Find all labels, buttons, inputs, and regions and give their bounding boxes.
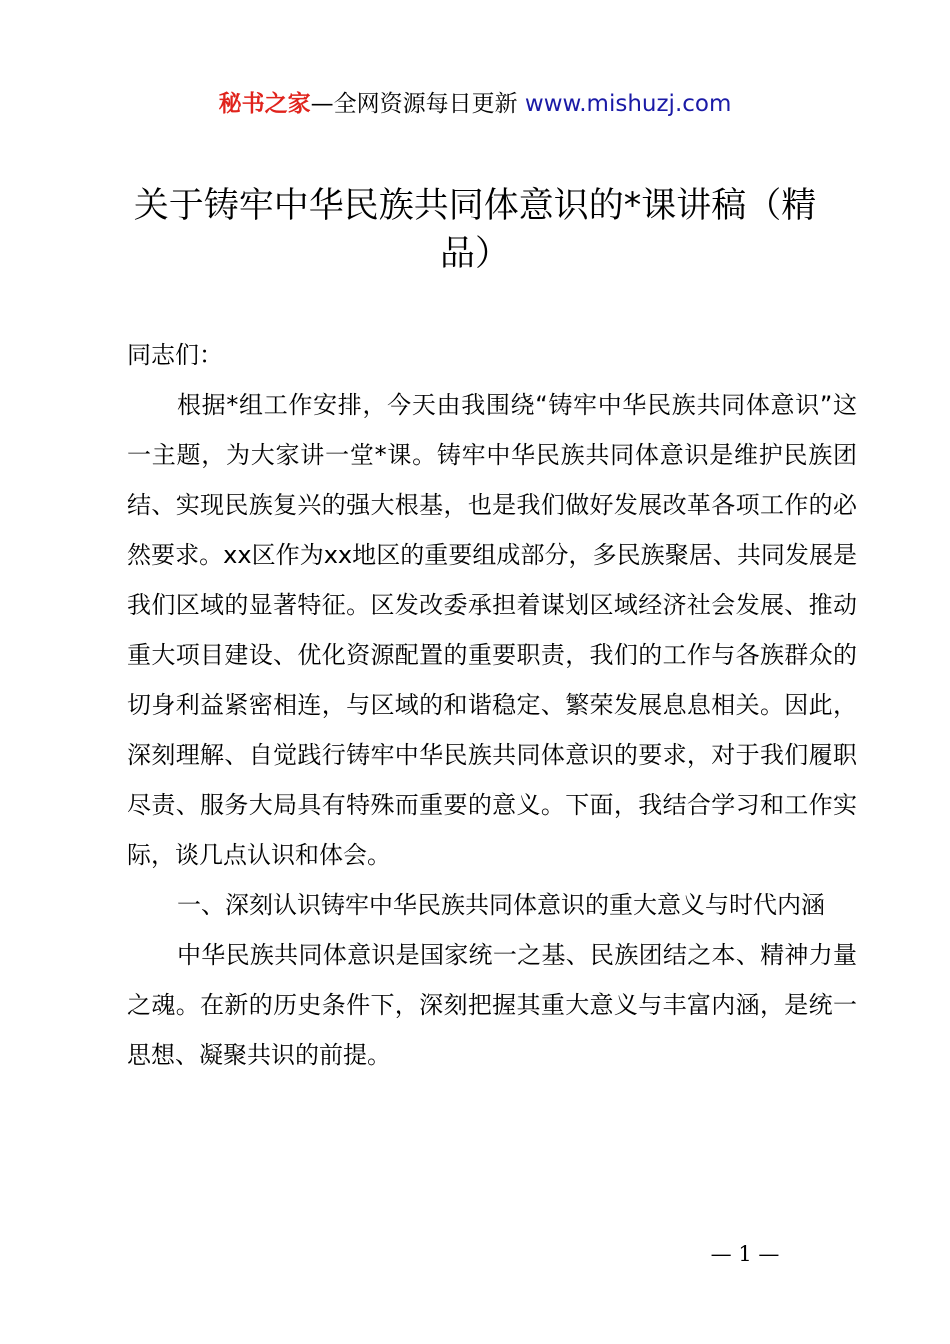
- paragraph-intro: 根据*组工作安排，今天由我围绕“铸牢中华民族共同体意识”这一主题，为大家讲一堂*课。铸牢中华民族共同体意识是维护民族团结、实现民族复兴的强大根基，也是我们做好发展改革各项工作的必然要求。xx区作为xx地区的重要组成部分，多民族聚居、共同发展是我们区域的显著特征。区发改委承担着谋划区域经济社会发展、推动重大项目建设、优化资源配置的重要职责，我们的工作与各族群众的切身利益紧密相连，与区域的和谐稳定、繁荣发展息息相关。因此，深刻理解、自觉践行铸牢中华民族共同体意识的要求，对于我们履职尽责、服务大局具有特殊而重要的意义。下面，我结合学习和工作实际，谈几点认识和体会。: [127, 391, 857, 869]
- salutation: 同志们：: [127, 341, 223, 369]
- site-header: [0, 86, 950, 122]
- paragraph-section-1: 中华民族共同体意识是国家统一之基、民族团结之本、精神力量之魂。在新的历史条件下，深刻把握其重大意义与丰富内涵，是统一思想、凝聚共识的前提。: [127, 941, 857, 1069]
- site-brand: 秘书之家: [218, 91, 311, 117]
- site-tagline: —全网资源每日更新: [310, 91, 525, 117]
- document-body: [127, 330, 857, 1080]
- site-url[interactable]: www.mishuzj.com: [524, 91, 732, 117]
- document-title: 关于铸牢中华民族共同体意识的*课讲稿（精品）: [133, 186, 817, 274]
- page-number: — 1 —: [710, 1242, 780, 1266]
- section-heading-1: 一、深刻认识铸牢中华民族共同体意识的重大意义与时代内涵: [177, 891, 825, 919]
